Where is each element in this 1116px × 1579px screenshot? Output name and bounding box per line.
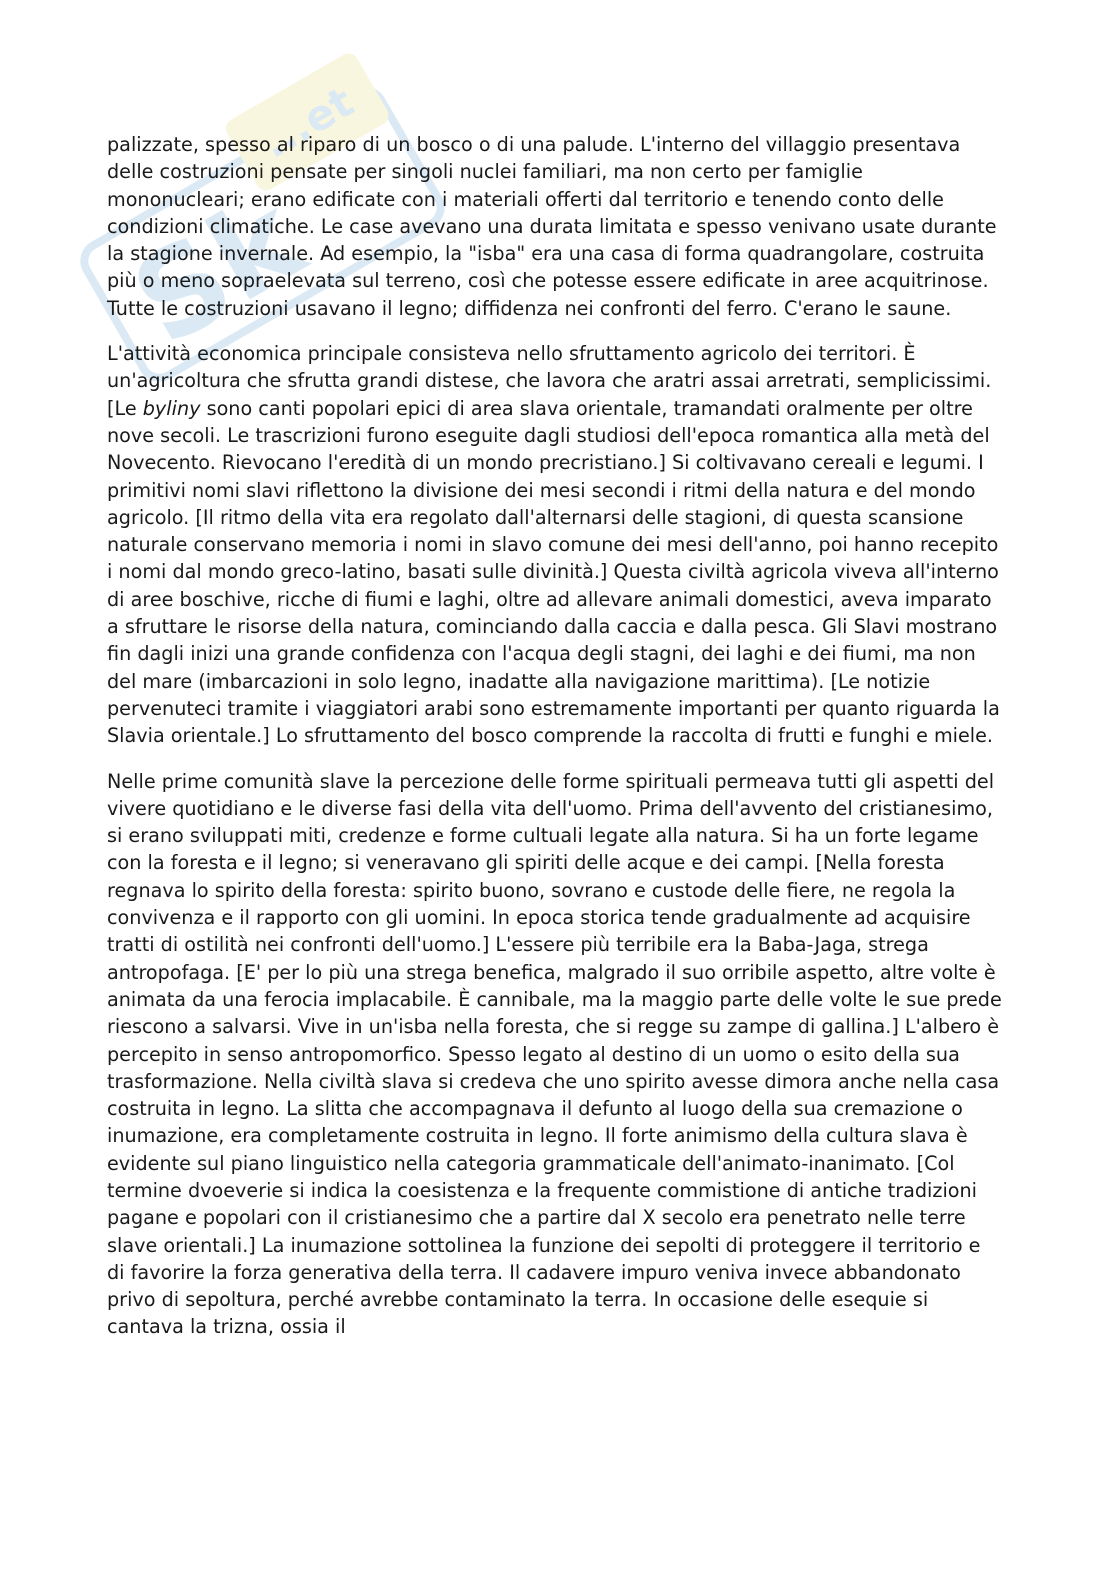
watermark-letters: Sk (111, 169, 325, 373)
text-segment: L'attività economica principale consisteva nello sfruttamento agricolo dei territori. È un'agricoltura che sfrutta grandi distese, che lavora che aratri assai arretrati, semplicissimi. [Le (107, 342, 992, 420)
text-segment: sono canti popolari epici di area slava orientale, tramandati oralmente per oltre nove secoli. Le trascrizioni furono eseguite dagli studiosi dell'epoca romantica alla metà del Novecento. Rievocano l'eredità di un mondo precristiano.] Si coltivavano cereali e legumi. I primitivi nomi slavi riflettono la divisione dei mesi secondi i ritmi della natura e del mondo agricolo. [Il ritmo della vita era regolato dall'alternarsi delle stagioni, di questa scansione naturale conservano memoria i nomi in slavo comune dei mesi dell'anno, poi hanno recepito i nomi dal mondo greco-latino, basati sulle divinità.] Questa civiltà agricola viveva all'interno di aree boschive, ricche di fiumi e laghi, oltre ad allevare animali domestici, aveva imparato a sfruttare le risorse della natura, cominciando dalla caccia e dalla pesca. Gli Slavi mostrano fin dagli inizi una grande confidenza con l'acqua degli stagni, dei laghi e dei fiumi, ma non del mare (imbarcazioni in solo legno, inadatte alla navigazione marittima). [Le notizie pervenuteci tramite i viaggiatori arabi sono estremamente importanti per quanto riguarda la Slavia orientale.] Lo sfruttamento del bosco comprende la raccolta di frutti e funghi e miele. (107, 396, 1000, 748)
paragraph-2 (107, 340, 1002, 749)
paragraph-3 (107, 768, 1002, 1341)
text-segment: palizzate, spesso al riparo di un bosco o di una palude. L'interno del villaggio presentava delle costruzioni pensate per singoli nuclei familiari, ma non certo per famiglie mononucleari; erano edificate con i materiali offerti dal territorio e tenendo conto delle condizioni climatiche. Le case avevano una durata limitata e spesso venivano usate durante la stagione invernale. Ad esempio, la "isba" era una casa di forma quadrangolare, costruita più o meno sopraelevata sul terreno, così che potesse essere edificate in aree acquitrinose. Tutte le costruzioni usavano il legno; diffidenza nei confronti del ferro. C'erano le saune. (107, 133, 997, 320)
watermark-ribbon-text: ...et (253, 76, 362, 168)
document-body (107, 131, 1002, 1341)
paragraph-1 (107, 131, 1002, 322)
italic-term: byliny (142, 396, 201, 420)
text-segment: Nelle prime comunità slave la percezione delle forme spirituali permeava tutti gli aspetti del vivere quotidiano e le diverse fasi della vita dell'uomo. Prima dell'avvento del cristianesimo, si erano sviluppati miti, credenze e forme cultuali legate alla natura. Si ha un forte legame con la foresta e il legno; si veneravano gli spiriti delle acque e dei campi. [Nella foresta regnava lo spirito della foresta: spirito buono, sovrano e custode delle fiere, ne regola la convivenza e il rapporto con gli uomini. In epoca storica tende gradualmente ad acquisire tratti di ostilità nei confronti dell'uomo.] L'essere più terribile era la Baba-Jaga, strega antropofaga. [E' per lo più una strega benefica, malgrado il suo orribile aspetto, altre volte è animata da una ferocia implacabile. È cannibale, ma la maggio parte delle volte le sue prede riescono a salvarsi. Vive in un'isba nella foresta, che si regge su zampe di gallina.] L'albero è percepito in senso antropomorfico. Spesso legato al destino di un uomo o esito della sua trasformazione. Nella civiltà slava si credeva che uno spirito avesse dimora anche nella casa costruita in legno. La slitta che accompagnava il defunto al luogo della sua cremazione o inumazione, era completamente costruita in legno. Il forte animismo della cultura slava è evidente sul piano linguistico nella categoria grammaticale dell'animato-inanimato. [Col termine dvoeverie si indica la coesistenza e la frequente commistione di antiche tradizioni pagane e popolari con il cristianesimo che a partire dal X secolo era penetrato nelle terre slave orientali.] La inumazione sottolinea la funzione dei sepolti di proteggere il territorio e di favorire la forza generativa della terra. Il cadavere impuro veniva invece abbandonato privo di sepoltura, perché avrebbe contaminato la terra. In occasione delle esequie si cantava la trizna, ossia il (107, 769, 1002, 1339)
